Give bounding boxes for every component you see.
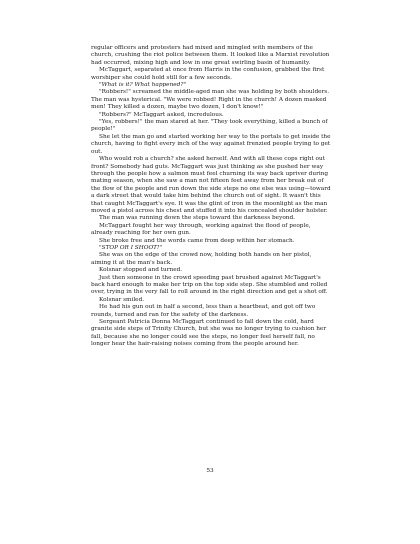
paragraph: "STOP OR I SHOOT!": [99, 244, 162, 251]
paragraph: "Yes, robbers!" the man stared at her. "They took everything, killed a bunch of people!": [91, 119, 328, 133]
paragraph: "Robbers!" screamed the middle-aged man she was holding by both shoulders. The man was hysterical. "We were robbed! Right in the church! A dozen masked men! They killed a dozen, maybe two dozen, I don't know!": [91, 89, 330, 111]
page-number: 53: [206, 468, 214, 474]
paragraph: He had his gun out in half a second, less than a heartbeat, and got off two rounds, turned and ran for the safety of the darkness.: [91, 304, 316, 318]
paragraph: Kolsnar stopped and turned.: [99, 267, 183, 274]
paragraph: Kolsnar smiled.: [99, 296, 145, 303]
paragraph: Just then someone in the crowd speeding past brushed against McTaggart's back hard enough to make her trip on the top side step. She stumbled and rolled over, trying in the very fall to roll around in the right direction and get a shot off.: [91, 274, 328, 296]
paragraph: "Robbers?" McTaggart asked, incredulous.: [99, 111, 224, 118]
paragraph: McTaggart fought her way through, working against the flood of people, already reaching for her own gun.: [91, 222, 311, 237]
paragraph: She let the man go and started working her way to the portals to get inside the church, having to fight every inch of the way against frenzied people trying to get out.: [91, 133, 331, 155]
paragraph: regular officers and protesters had mixed and mingled with members of the church, crushing the riot police between them. It looked like a Marxist revolution had occurred, mixing high and low in one great swirling basin of humanity.: [91, 45, 330, 66]
paragraph: She was on the edge of the crowd now, holding both hands on her pistol, aiming it at the man's back.: [91, 252, 312, 266]
body-text: [91, 45, 333, 349]
paragraph: "What is it? What happened?": [99, 82, 187, 89]
paragraph: She broke free and the words came from deep within her stomach.: [99, 237, 295, 244]
paragraph: Sergeant Patricia Donna McTaggart continued to fall down the cold, hard granite side steps of Trinity Church, but she was no longer trying to cushion her fall, because she no longer could see the steps, no longer feel herself fall, no longer hear the hair-raising noises coming from the people around her.: [91, 319, 327, 348]
paragraph: McTaggart, separated at once from Harris in the confusion, grabbed the first worshiper she could hold still for a few seconds.: [91, 67, 325, 81]
paragraph: Who would rob a church? she asked herself. And with all these cops right out front? Somebody had guts. McTaggart was just thinking as she pushed her way through the people how a salmon must feel churning its way back upriver during mating season, when she saw a man not fifteen feet away from her break out of the flow of the people and run down the side steps no one else was using—toward a dark street that would take him behind the church out of sight. It wasn't this that caught McTaggart's eye. It was the glint of iron in the moonlight as the man moved a pistol across his chest and stuffed it into his concealed shoulder holster.: [91, 156, 331, 214]
paragraph: The man was running down the steps toward the darkness beyond.: [99, 215, 295, 222]
